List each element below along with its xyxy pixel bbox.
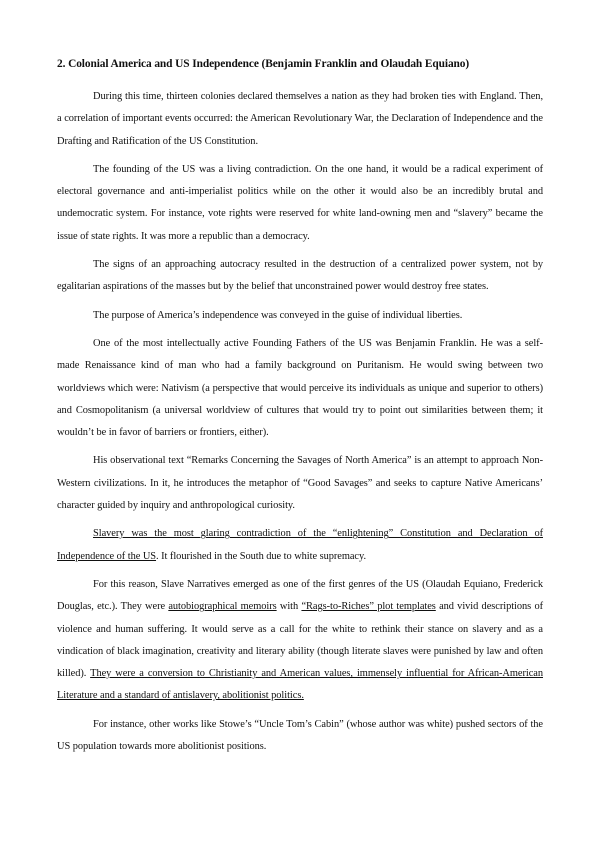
paragraph-benjamin-franklin: One of the most intellectually active Founding Fathers of the US was Benjamin Franklin. He was a self-made Renaissance kind of man who had a family background on Puritanism. He would swing between two worldviews which were: Nativism (a perspective that would perceive its individuals as unique and superior to others) and Cosmopolitanism (a universal worldview of cultures that would try to point out similarities between them; it wouldn’t be in favor of barriers or frontiers, either). <box>57 337 543 439</box>
slavery-statement-rest: . It flourished in the South due to white supremacy. <box>156 550 367 562</box>
paragraph-uncle-toms-cabin: For instance, other works like Stowe’s “Uncle Tom’s Cabin” (whose author was white) pushed sectors of the US population towards more abolitionist positions. <box>57 718 543 753</box>
paragraph-remarks-savages: His observational text “Remarks Concerning the Savages of North America” is an attempt to approach Non-Western civilizations. In it, he introduces the metaphor of “Good Savages” and seeks to capture Native Americans’ character guided by inquiry and anthropological curiosity. <box>57 455 543 512</box>
section-heading: 2. Colonial America and US Independence (Benjamin Franklin and Olaudah Equiano) <box>57 58 470 70</box>
slave-narratives-body: and vivid descriptions of violence and human suffering. It would serve as a call for the white to rethink their stance on slavery and as a vindication of black imagination, creativity and literary ability (though literate slaves were punished by law and often killed). <box>57 601 543 680</box>
underlined-autobiographical-memoirs: autobiographical memoirs <box>168 601 277 613</box>
paragraph-founding-contradiction: The founding of the US was a living contradiction. On the one hand, it would be a radical experiment of electoral governance and anti-imperialist politics while on the other it would also be an incredibly brutal and undemocratic system. For instance, vote rights were reserved for white land-owning men and “slavery” became the issue of state rights. It was more a republic than a democracy. <box>57 163 543 242</box>
document-body <box>57 56 543 764</box>
paragraph-independence-purpose: The purpose of America’s independence was conveyed in the guise of individual liberties. <box>93 309 463 321</box>
slave-narratives-intro: For this reason, Slave Narratives emerged as one of the first genres of the US (Olaudah Equiano, Frederick Douglas, etc.). They were <box>57 578 543 613</box>
paragraph-slavery <box>57 523 543 568</box>
underlined-rags-to-riches: “Rags-to-Riches” plot templates <box>301 601 436 613</box>
paragraph-colonies: During this time, thirteen colonies declared themselves a nation as they had broken ties with England. Then, a correlation of important events occurred: the American Revolutionary War, the Declaration of Independence and the Drafting and Ratification of the US Constitution. <box>57 91 543 147</box>
underlined-slavery-statement: Slavery was the most glaring contradiction of the “enlightening” Constitution and Declaration of Independence of the US <box>57 528 543 562</box>
paragraph-slave-narratives <box>57 574 543 708</box>
slave-narratives-with: with <box>276 601 302 613</box>
underlined-christianity-conversion: They were a conversion to Christianity and American values, immensely influential for African-American Literature and a standard of antislavery, abolitionist politics. <box>57 668 543 702</box>
paragraph-autocracy: The signs of an approaching autocracy resulted in the destruction of a centralized power system, not by egalitarian aspirations of the masses but by the belief that unconstrained power would destroy free states. <box>57 259 543 293</box>
